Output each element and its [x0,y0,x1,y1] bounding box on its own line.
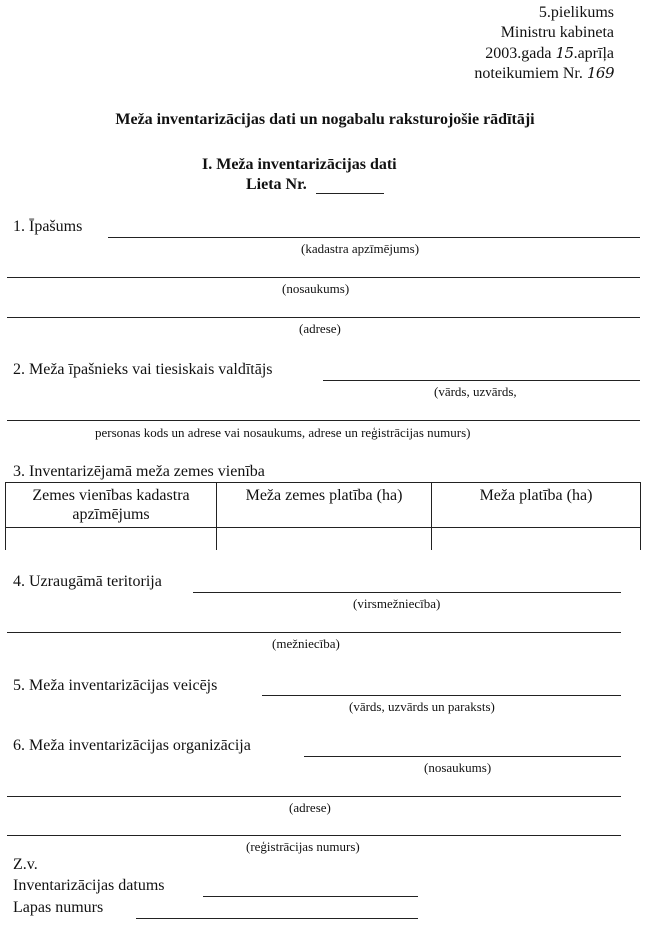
organization-reg-hint: (reģistrācijas numurs) [246,839,360,854]
case-number-label: Lieta Nr. [246,176,307,193]
table-cell-forest-land-area[interactable] [217,528,431,550]
table-header-forest-area: Meža platība (ha) [479,487,593,504]
property-cadastre-hint: (kadastra apzīmējums) [301,241,420,256]
page-number-label: Lapas numurs [13,899,104,916]
owner-name-hint: (vārds, uzvārds, [434,384,517,399]
organization-reg-field[interactable] [7,835,621,836]
table-right-border [640,482,641,550]
organization-address-field[interactable] [7,796,621,797]
organization-name-field[interactable] [304,756,621,757]
annex-day-handwritten: 15 [555,44,574,62]
item6-label: 6. Meža inventarizācijas organizācija [13,737,251,754]
annex-month-label: .aprīļa [573,45,614,62]
annex-year-label: 2003.gada [485,45,556,62]
table-cell-forest-area[interactable] [432,528,640,550]
item4-label: 4. Uzraugāmā teritorija [13,573,162,590]
inventory-date-field[interactable] [203,896,418,897]
annex-regulation-label: noteikumiem Nr. [474,65,587,82]
item2-label: 2. Meža īpašnieks vai tiesiskais valdītājs [13,361,273,378]
item5-label: 5. Meža inventarizācijas veicējs [13,677,218,694]
organization-name-hint: (nosaukums) [424,760,492,775]
owner-details-field[interactable] [7,420,640,421]
annex-line-4 [474,64,614,83]
inventory-performer-hint: (vārds, uzvārds un paraksts) [349,699,495,714]
property-name-field[interactable] [7,277,640,278]
property-address-hint: (adrese) [299,321,341,336]
property-cadastre-field[interactable] [108,237,640,238]
table-header-forest-land-area: Meža zemes platība (ha) [245,487,403,504]
case-number-field[interactable] [316,193,384,194]
organization-address-hint: (adrese) [289,800,331,815]
section-heading: I. Meža inventarizācijas dati [202,156,397,173]
seal-label: Z.v. [13,856,38,873]
property-address-field[interactable] [7,317,640,318]
annex-line-3 [485,44,614,63]
annex-number-handwritten: 169 [586,64,614,82]
table-header-cadastre: Zemes vienības kadastra apzīmējums [32,487,190,523]
document-title: Meža inventarizācijas dati un nogabalu raksturojošie rādītāji [115,111,535,128]
page-number-field[interactable] [136,918,418,919]
inventory-date-label: Inventarizācijas datums [13,877,165,894]
owner-name-field[interactable] [323,380,640,381]
table-cell-cadastre[interactable] [6,528,216,550]
property-name-hint: (nosaukums) [282,281,350,296]
forestry-district-field[interactable] [7,632,621,633]
supervised-territory-hint-upper: (virsmežniecība) [353,596,441,611]
supervised-territory-field[interactable] [193,592,621,593]
owner-details-hint: personas kods un adrese vai nosaukums, adrese un reģistrācijas numurs) [95,425,471,440]
inventory-performer-field[interactable] [262,695,621,696]
table-top-border [5,482,641,483]
item3-label: 3. Inventarizējamā meža zemes vienība [13,463,265,480]
annex-line-1: 5.pielikums [538,4,614,21]
annex-line-2: Ministru kabineta [500,24,614,41]
forestry-district-hint: (mežniecība) [272,636,340,651]
item1-label: 1. Īpašums [13,218,83,235]
